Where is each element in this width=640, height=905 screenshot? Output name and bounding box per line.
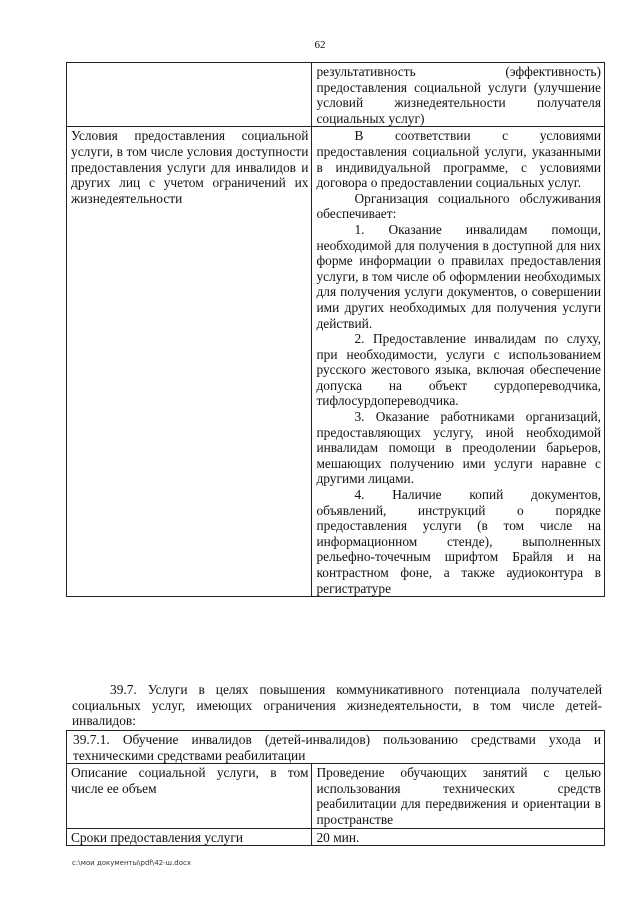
section-heading: 39.7. Услуги в целях повышения коммуникативного потенциала получателей социальных услуг, имеющих ограничения жизнедеятельности, в том числе детей-инвалидов: xyxy=(72,682,602,729)
page-number: 62 xyxy=(314,39,326,51)
service-conditions-table xyxy=(66,62,605,597)
table-row xyxy=(67,731,605,764)
table-cell xyxy=(312,828,605,846)
table-header-cell xyxy=(67,731,605,764)
table-cell xyxy=(312,764,605,828)
list-item: 4. Наличие копий документов, объявлений, инструкций о порядке предоставления услуги (в том числе на информационном стенде), выполненных рельефно-точечным шрифтом Брайля и на контрастном фоне, а также аудиоконтура в регистратуре xyxy=(316,487,601,596)
table-row xyxy=(67,63,605,127)
table-cell xyxy=(67,764,312,828)
table-cell xyxy=(67,127,312,597)
paragraph: В соответствии с условиями предоставления социальной услуги, указанными в индивидуальной программе, с условиями договора о предоставлении социальных услуг. xyxy=(316,128,601,191)
service-description-table xyxy=(66,730,605,846)
table-cell xyxy=(312,63,605,127)
paragraph: Организация социального обслуживания обеспечивает: xyxy=(316,190,601,222)
cell-text: 20 мин. xyxy=(316,829,360,845)
table-cell-empty xyxy=(67,63,312,127)
list-item: 2. Предоставление инвалидам по слуху, при необходимости, услуги с использованием русского жестового языка, включая обеспечение допуска на объект сурдопереводчика, тифлосурдопереводчика. xyxy=(316,331,601,409)
cell-text: Сроки предоставления услуги xyxy=(71,829,243,845)
cell-text: Проведение обучающих занятий с целью использования технических средств реабилитации для передвижения и ориентации в пространстве xyxy=(316,765,601,827)
cell-text: Описание социальной услуги, в том числе ее объем xyxy=(71,765,309,796)
table-cell xyxy=(67,828,312,846)
footer-file-path: c:\мои документы\pdf\42-ш.docx xyxy=(72,859,192,867)
table-cell xyxy=(312,127,605,597)
cell-text: Условия предоставления социальной услуги, в том числе условия доступности предоставления услуги для инвалидов и других лиц с учетом ограничений их жизнедеятельности xyxy=(71,128,309,206)
cell-text: результативность (эффективность) предоставления социальной услуги (улучшение условий жизнедеятельности получателя социальных услуг) xyxy=(316,64,601,126)
table-row xyxy=(67,828,605,846)
table-row xyxy=(67,764,605,828)
table-row xyxy=(67,127,605,597)
list-item: 1. Оказание инвалидам помощи, необходимой для получения в доступной для них форме информации о правилах предоставления услуги, в том числе об оформлении необходимых для получения услуги документов, о совершении ими других необходимых для получения услуги действий. xyxy=(316,221,601,331)
service-title: 39.7.1. Обучение инвалидов (детей-инвалидов) пользованию средствами ухода и техническими средствами реабилитации xyxy=(73,732,601,763)
list-item: 3. Оказание работниками организаций, предоставляющих услугу, иной необходимой инвалидам помощи в преодолении барьеров, мешающих получению ими услуги наравне с другими лицами. xyxy=(316,409,601,487)
